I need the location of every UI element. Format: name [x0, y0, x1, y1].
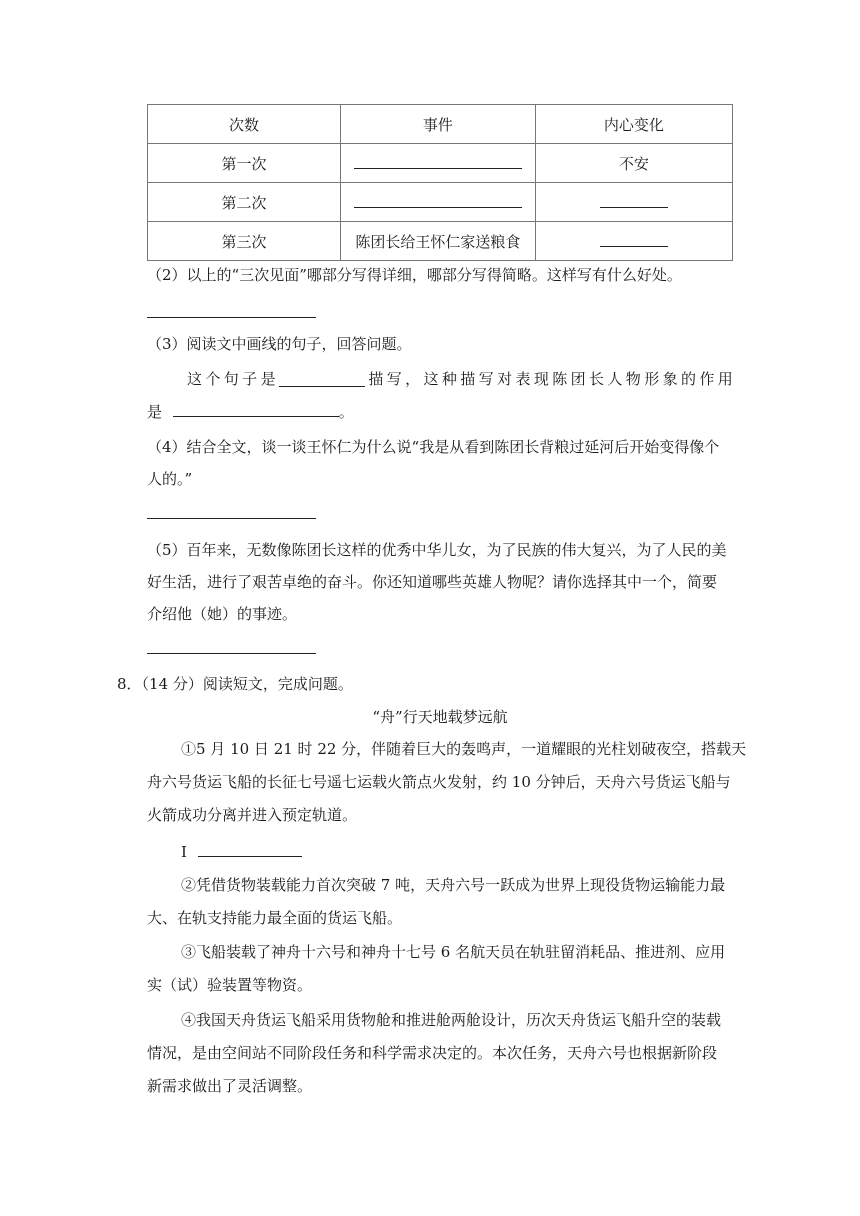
table-row [148, 183, 733, 222]
question-2: （2）以上的“三次见面”哪部分写得详细，哪部分写得简略。这样写有什么好处。 [147, 266, 682, 284]
row2-feeling-blank[interactable] [535, 183, 732, 222]
answer-line-q4[interactable] [147, 518, 316, 519]
answer-line-q5[interactable] [147, 653, 316, 654]
answer-blank-q3a[interactable] [279, 371, 365, 387]
question-4-line2: 人的。” [147, 470, 193, 488]
question-4-line1: （4）结合全文，谈一谈王怀仁为什么说“我是从看到陈团长背粮过延河后开始变得像个 [147, 438, 720, 456]
question-3-prompt: （3）阅读文中画线的句子，回答问题。 [147, 335, 412, 353]
row3-count: 第三次 [148, 222, 341, 261]
paragraph-3-line1: ③飞船装载了神舟十六号和神舟十七号 6 名航天员在轨驻留消耗品、推进剂、应用 [181, 943, 726, 961]
paragraph-2-line2: 大、在轨支持能力最全面的货运飞船。 [147, 909, 403, 927]
row1-event-blank[interactable] [340, 144, 535, 183]
table-header-row [148, 105, 733, 144]
paragraph-4-line2: 情况，是由空间站不同阶段任务和科学需求决定的。本次任务，天舟六号也根据新阶段 [147, 1044, 718, 1062]
question-5-line2: 好生活，进行了艰苦卓绝的奋斗。你还知道哪些英雄人物呢？请你选择其中一个，简要 [147, 573, 718, 591]
blank-line-I: I [181, 841, 302, 863]
paragraph-1-line1: ①5 月 10 日 21 时 22 分，伴随着巨大的轰鸣声，一道耀眼的光柱划破夜空，搭载天 [181, 740, 747, 758]
question-5-line1: （5）百年来，无数像陈团长这样的优秀中华儿女，为了民族的伟大复兴，为了人民的美 [147, 541, 727, 559]
paragraph-3-line2: 实（试）验装置等物资。 [147, 976, 313, 994]
header-cell-count: 次数 [148, 105, 341, 144]
answer-line-q2[interactable] [147, 317, 316, 318]
question-5-line3: 介绍他（她）的事迹。 [147, 605, 298, 623]
answer-blank-q3b[interactable] [173, 401, 339, 417]
header-cell-feeling: 内心变化 [535, 105, 732, 144]
row2-count: 第二次 [148, 183, 341, 222]
question-3-line1: 这 个 句 子 是 描 写 ， 这 种 描 写 对 表 现 陈 团 长 人 物 形 象 的 作 用 [187, 370, 733, 388]
events-table [147, 104, 733, 261]
question-8-header: 8．（14 分）阅读短文，完成问题。 [117, 675, 353, 693]
row1-count: 第一次 [148, 144, 341, 183]
table-row [148, 222, 733, 261]
row1-feeling: 不安 [535, 144, 732, 183]
row3-feeling-blank[interactable] [535, 222, 732, 261]
paragraph-4-line3: 新需求做出了灵活调整。 [147, 1077, 313, 1095]
row3-event: 陈团长给王怀仁家送粮食 [340, 222, 535, 261]
paragraph-1-line3: 火箭成功分离并进入预定轨道。 [147, 806, 358, 824]
paragraph-1-line2: 舟六号货运飞船的长征七号遥七运载火箭点火发射，约 10 分钟后，天舟六号货运飞船与 [147, 773, 731, 791]
article-title: “舟”行天地载梦远航 [372, 708, 508, 726]
header-cell-event: 事件 [340, 105, 535, 144]
row2-event-blank[interactable] [340, 183, 535, 222]
question-3-line2: 是 。 [147, 403, 354, 421]
paragraph-2-line1: ②凭借货物装载能力首次突破 7 吨，天舟六号一跃成为世界上现役货物运输能力最 [181, 876, 726, 894]
paragraph-4-line1: ④我国天舟货运飞船采用货物舱和推进舱两舱设计，历次天舟货运飞船升空的装载 [181, 1011, 722, 1029]
table-row [148, 144, 733, 183]
answer-blank-I[interactable] [198, 841, 302, 857]
